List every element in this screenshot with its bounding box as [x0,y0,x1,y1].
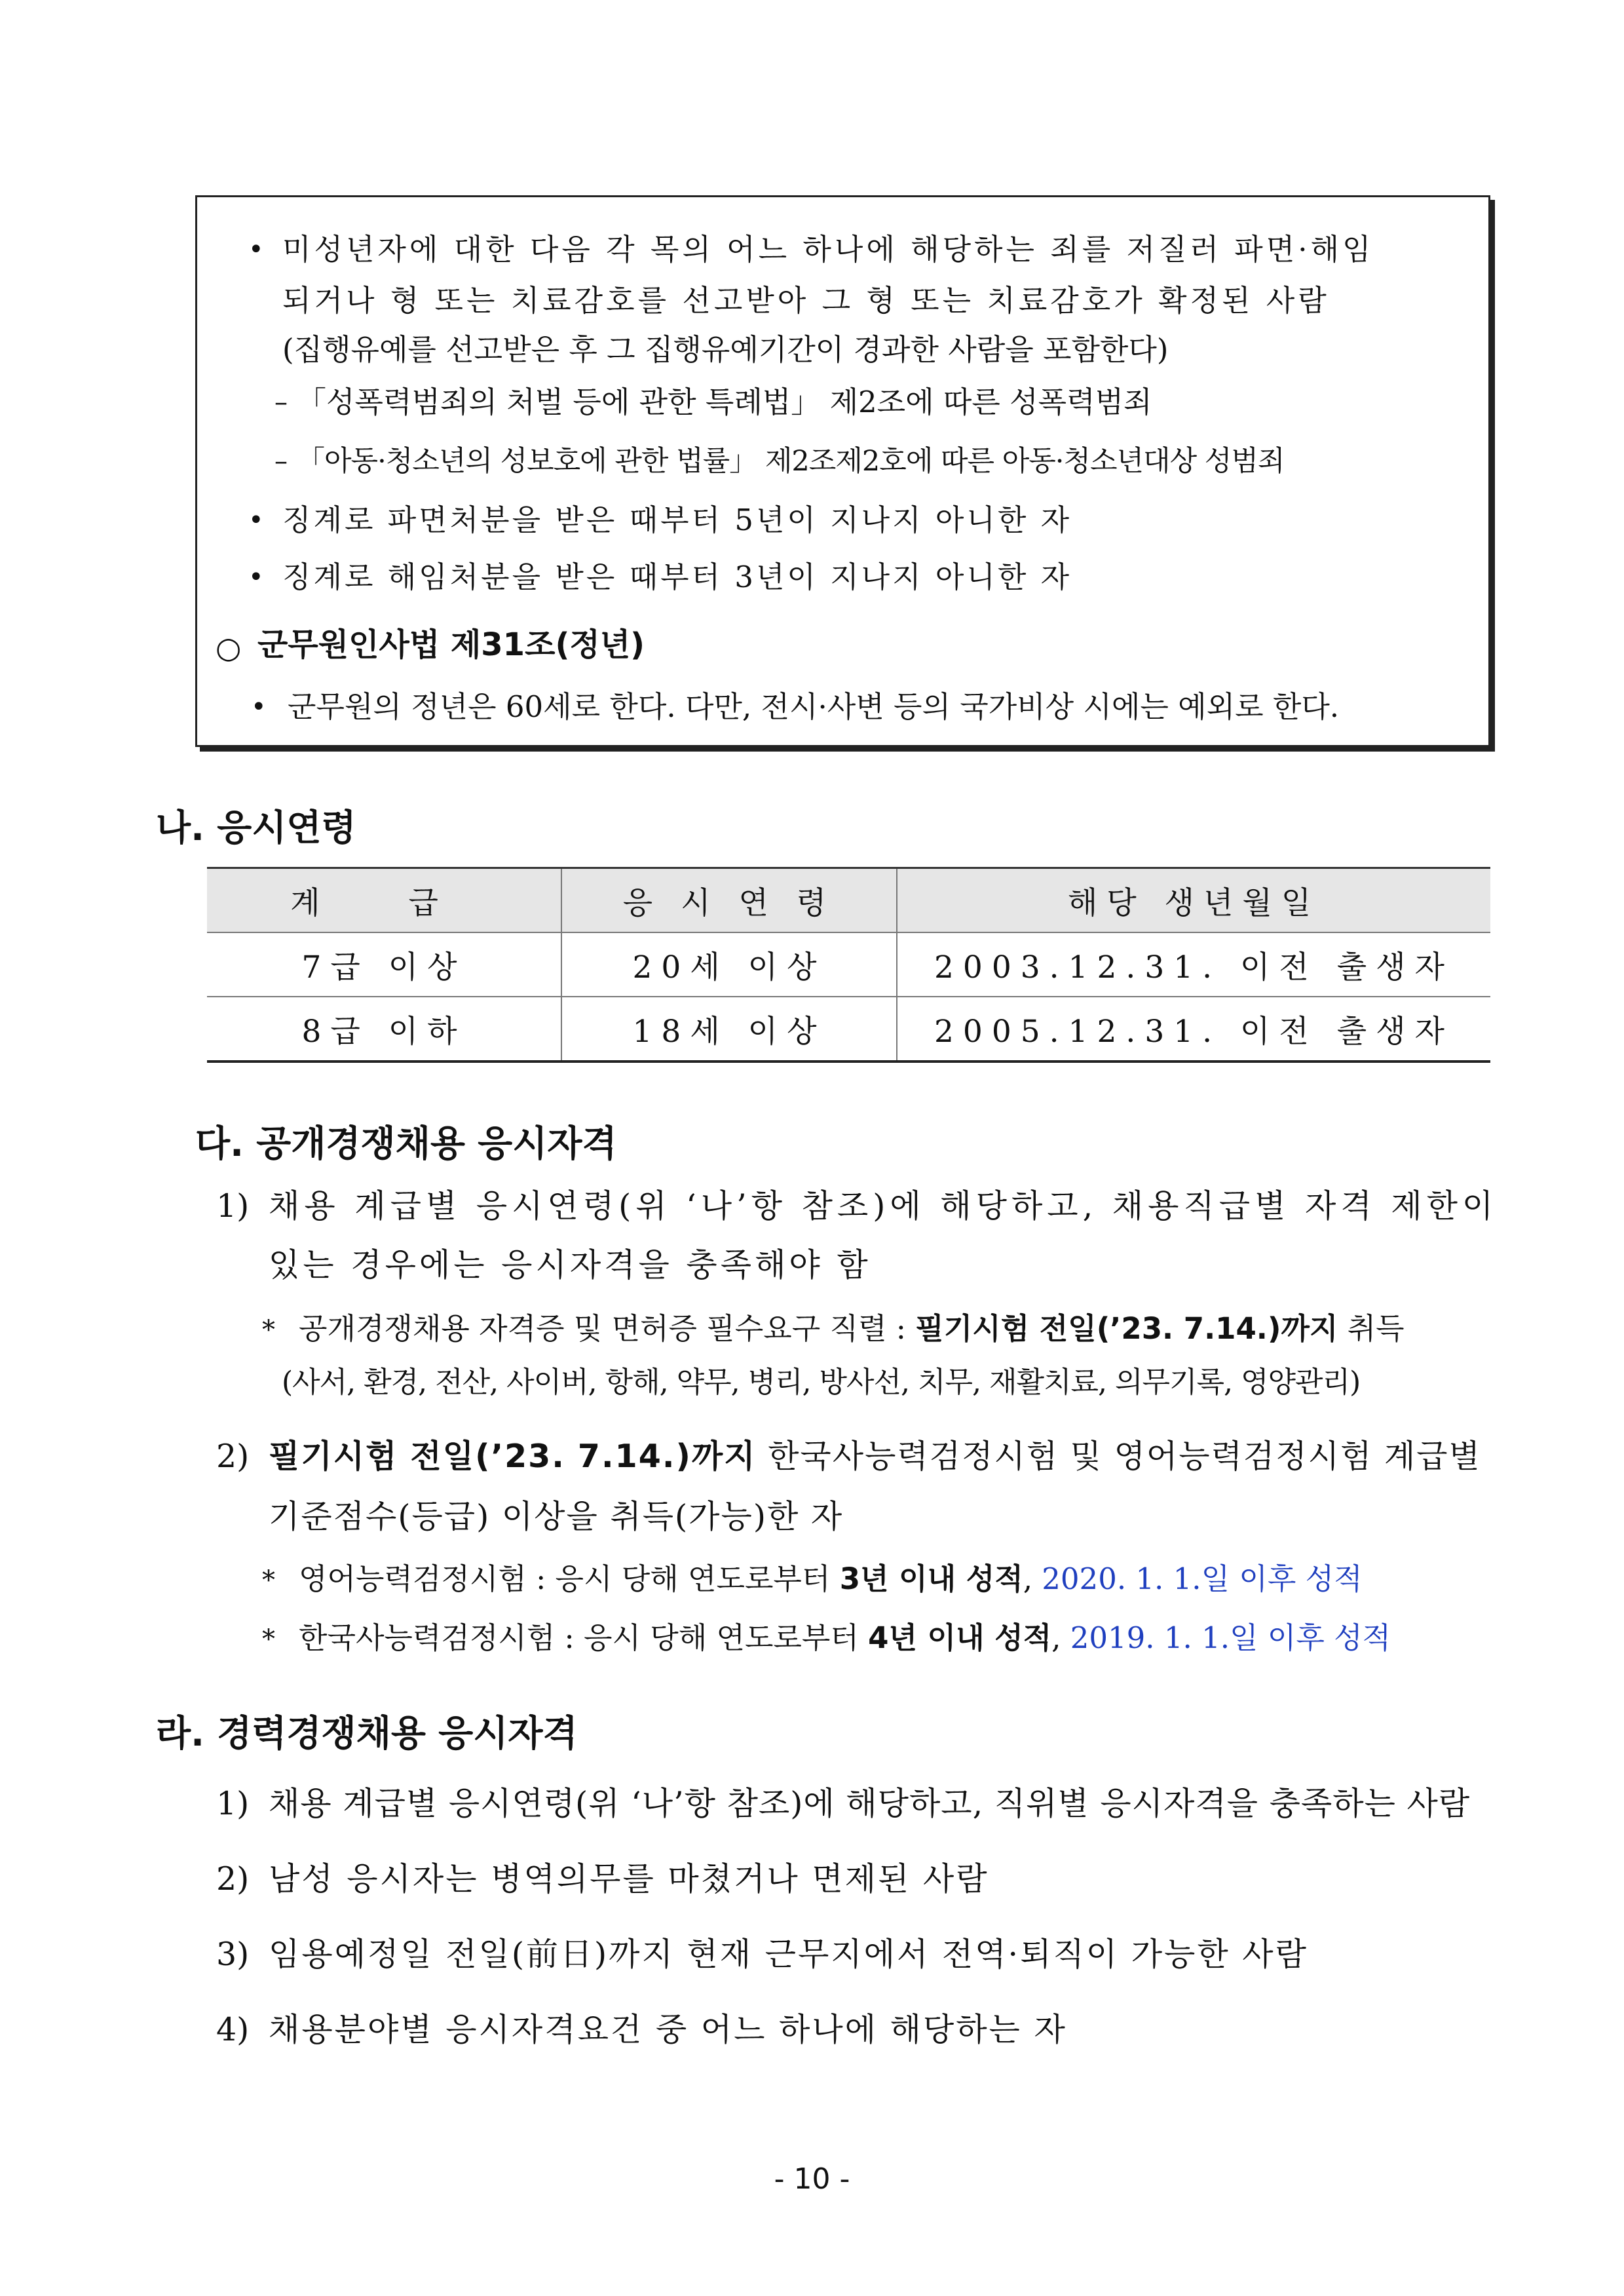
page-number: - 10 - [774,2162,850,2196]
dash-marker: – [274,446,288,476]
bullet-text: 미성년자에 대한 다음 각 목의 어느 하나에 해당하는 죄를 저질러 파면·해임 [282,232,1374,267]
item-number: 1) [216,1187,250,1225]
table-header-cell: 응 시 연 령 [561,868,897,933]
note-line [262,1618,1391,1659]
item-text: 임용예정일 전일(前日)까지 현재 근무지에서 전역·퇴직이 가능한 사람 [269,1936,1308,1973]
table-cell: 8급 이하 [207,997,561,1062]
bullet-text: 되거나 형 또는 치료감호를 선고받아 그 형 또는 치료감호가 확정된 사람 [282,283,1330,318]
item-number: 3) [216,1936,250,1973]
note-emphasis: 필기시험 전일(’23. 7.14.)까지 [915,1311,1338,1346]
note-text: 영어능력검정시험 : 응시 당해 연도로부터 [299,1561,840,1596]
item-text: 있는 경우에는 응시자격을 충족해야 함 [269,1246,871,1284]
note-asterisk: * [262,1565,275,1596]
table-cell: 18세 이상 [561,997,897,1062]
item-text [269,1435,1481,1478]
note-asterisk: * [262,1315,275,1345]
sub-item-text: 「성폭력범죄의 처벌 등에 관한 특례법」 제2조에 따른 성폭력범죄 [297,385,1152,419]
age-table [207,867,1490,1063]
bullet-text: (집행유예를 선고받은 후 그 집행유예기간이 경과한 사람을 포함한다) [282,332,1169,367]
item-number: 2) [216,1438,250,1475]
excerpt-box [195,195,1490,747]
note-date-blue: 2019. 1. 1.일 이후 성적 [1070,1620,1391,1655]
item-text: 채용 계급별 응시연령(위 ‘나’항 참조)에 해당하고, 채용직급별 자격 제한이 [269,1187,1498,1225]
note-text: (사서, 환경, 전산, 사이버, 항해, 약무, 병리, 방사선, 치무, 재활치료, 의무기록, 영양관리) [282,1366,1361,1399]
section-heading-age: 나. 응시연령 [156,807,356,849]
table-header-cell: 해당 생년월일 [897,868,1490,933]
table-cell: 2003.12.31. 이전 출생자 [897,932,1490,997]
bullet-text: 징계로 해임처분을 받은 때부터 3년이 지나지 아니한 자 [282,560,1072,594]
note-asterisk: * [262,1624,275,1655]
item-number: 2) [216,1860,250,1898]
bullet-dot: • [248,562,264,592]
table-cell: 2005.12.31. 이전 출생자 [897,997,1490,1062]
article-text: 군무원의 정년은 60세로 한다. 다만, 전시·사변 등의 국가비상 시에는 예외로 한다. [288,689,1340,724]
item-text-rest: 한국사능력검정시험 및 영어능력검정시험 계급별 [756,1438,1481,1475]
note-text: 취득 [1338,1311,1405,1346]
bullet-text: 징계로 파면처분을 받은 때부터 5년이 지나지 아니한 자 [282,503,1072,537]
table-cell: 7급 이상 [207,932,561,997]
item-number: 4) [216,2011,250,2048]
note-text: , [1023,1561,1042,1596]
table-row [207,997,1490,1062]
table-row [207,932,1490,997]
note-text: 한국사능력검정시험 : 응시 당해 연도로부터 [299,1620,869,1655]
item-text: 기준점수(등급) 이상을 취득(가능)한 자 [269,1498,844,1535]
item-text: 채용분야별 응시자격요건 중 어느 하나에 해당하는 자 [269,2011,1067,2048]
note-date-blue: 2020. 1. 1.일 이후 성적 [1042,1561,1363,1596]
item-text: 채용 계급별 응시연령(위 ‘나’항 참조)에 해당하고, 직위별 응시자격을 충족하는 사람 [269,1785,1471,1822]
table-header-cell: 계 급 [207,868,561,933]
item-text: 남성 응시자는 병역의무를 마쳤거나 면제된 사람 [269,1860,989,1898]
section-heading-career-recruitment: 라. 경력경쟁채용 응시자격 [156,1712,578,1754]
bullet-dot: • [248,505,264,535]
item-number: 1) [216,1785,250,1822]
table-cell: 20세 이상 [561,932,897,997]
note-line [262,1559,1363,1600]
note-text: , [1051,1620,1070,1655]
note-emphasis: 4년 이내 성적 [868,1620,1052,1655]
article-title: 군무원인사법 제31조(정년) [257,626,645,663]
bullet-dot: • [251,692,267,722]
item-emphasis: 필기시험 전일(’23. 7.14.)까지 [269,1438,757,1475]
note-text: 공개경쟁채용 자격증 및 면허증 필수요구 직렬 : [299,1311,916,1346]
dash-marker: – [274,387,288,417]
sub-item-text: 「아동·청소년의 성보호에 관한 법률」 제2조제2호에 따른 아동·청소년대상 성범죄 [297,445,1285,478]
bullet-dot: • [248,235,264,265]
circle-marker: ○ [216,630,242,665]
note-emphasis: 3년 이내 성적 [839,1561,1023,1596]
section-heading-open-recruitment: 다. 공개경쟁채용 응시자격 [195,1122,617,1164]
note-line [262,1309,1405,1350]
table-header-row [207,868,1490,933]
